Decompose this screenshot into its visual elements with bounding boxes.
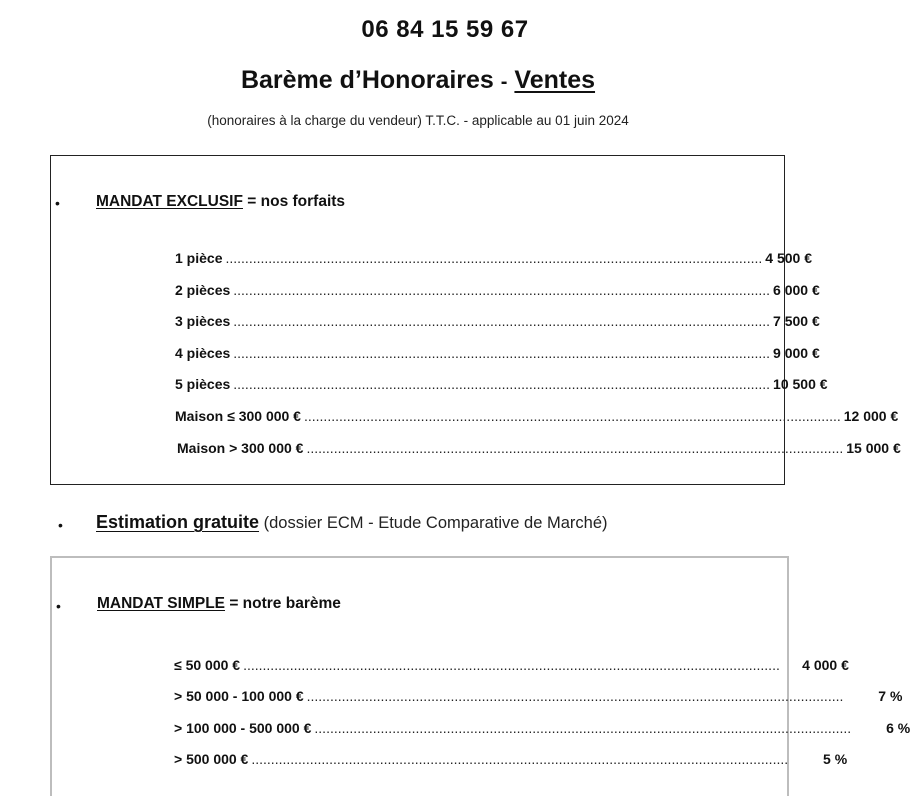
free-estimation-title: Estimation gratuite [96, 512, 260, 532]
rate-row-value: 6 % [886, 720, 910, 736]
dot-leader: .......................................................................................................................................... [251, 751, 789, 767]
price-row-value: 12 000 € [843, 408, 899, 424]
title-main: Barème d’Honoraires [240, 66, 494, 94]
price-row-value: 15 000 € [846, 440, 901, 456]
dot-leader: .......................................................................................................................................... [243, 657, 780, 673]
rate-row-label: > 500 000 € [174, 751, 249, 767]
title-separator: - [500, 71, 508, 93]
simple-mandate-heading-rest: = notre barème [225, 595, 341, 612]
dot-leader: .......................................................................................................................................... [225, 250, 763, 266]
exclusive-mandate-box [50, 155, 901, 485]
rate-row-value: 7 % [878, 688, 903, 704]
simple-mandate-heading-label: MANDAT SIMPLE [97, 595, 226, 612]
dot-leader: .......................................................................................................................................... [233, 282, 771, 298]
rate-row [174, 688, 903, 704]
bullet-icon: • [58, 517, 63, 533]
dot-leader: .......................................................................................................................................... [233, 345, 771, 361]
rate-row-label: > 100 000 - 500 000 € [174, 720, 312, 736]
price-row-label: Maison ≤ 300 000 € [175, 408, 301, 424]
rate-row [174, 720, 910, 736]
page-title [0, 66, 836, 95]
price-row-value: 10 500 € [773, 376, 828, 392]
dot-leader: .......................................................................................................................................... [233, 313, 771, 329]
price-row [175, 282, 820, 298]
dot-leader: .......................................................................................................................................... [303, 408, 841, 424]
price-row-label: 1 pièce [175, 250, 223, 266]
page-subtitle: (honoraires à la charge du vendeur) T.T.C. - applicable au 01 juin 2024 [207, 113, 629, 128]
simple-mandate-heading [97, 595, 341, 613]
simple-mandate-box [50, 556, 910, 796]
price-row [175, 376, 828, 392]
price-row-value: 7 500 € [773, 313, 820, 329]
price-row-label: 2 pièces [175, 282, 231, 298]
price-row-value: 4 500 € [765, 250, 812, 266]
price-row-label: 3 pièces [175, 313, 231, 329]
exclusive-mandate-heading-label: MANDAT EXCLUSIF [96, 193, 243, 210]
bullet-icon: • [55, 195, 60, 211]
rate-row [174, 751, 848, 767]
price-row [175, 313, 820, 329]
rate-row-label: ≤ 50 000 € [174, 657, 241, 673]
price-row-label: 4 pièces [175, 345, 231, 361]
rate-row-label: > 50 000 - 100 000 € [174, 688, 304, 704]
price-row [175, 408, 899, 424]
price-row [175, 250, 812, 266]
dot-leader: .......................................................................................................................................... [306, 440, 844, 456]
rate-row-value: 4 000 € [802, 657, 849, 673]
exclusive-mandate-heading [96, 193, 345, 211]
rate-row-value: 5 % [823, 751, 848, 767]
price-row-value: 6 000 € [773, 282, 820, 298]
dot-leader: .......................................................................................................................................... [233, 376, 771, 392]
price-row-label: 5 pièces [175, 376, 231, 392]
free-estimation [96, 512, 608, 533]
rate-row [174, 657, 849, 673]
price-row-value: 9 000 € [773, 345, 820, 361]
free-estimation-note: (dossier ECM - Etude Comparative de Marché) [259, 514, 608, 532]
price-row [175, 345, 820, 361]
price-row [177, 440, 901, 456]
bullet-icon: • [56, 598, 61, 614]
dot-leader: .......................................................................................................................................... [306, 688, 844, 704]
price-row-label: Maison > 300 000 € [177, 440, 304, 456]
exclusive-mandate-heading-rest: = nos forfaits [242, 193, 346, 210]
title-emphasis: Ventes [514, 66, 596, 94]
dot-leader: .......................................................................................................................................... [314, 720, 852, 736]
phone-number: 06 84 15 59 67 [361, 16, 529, 43]
